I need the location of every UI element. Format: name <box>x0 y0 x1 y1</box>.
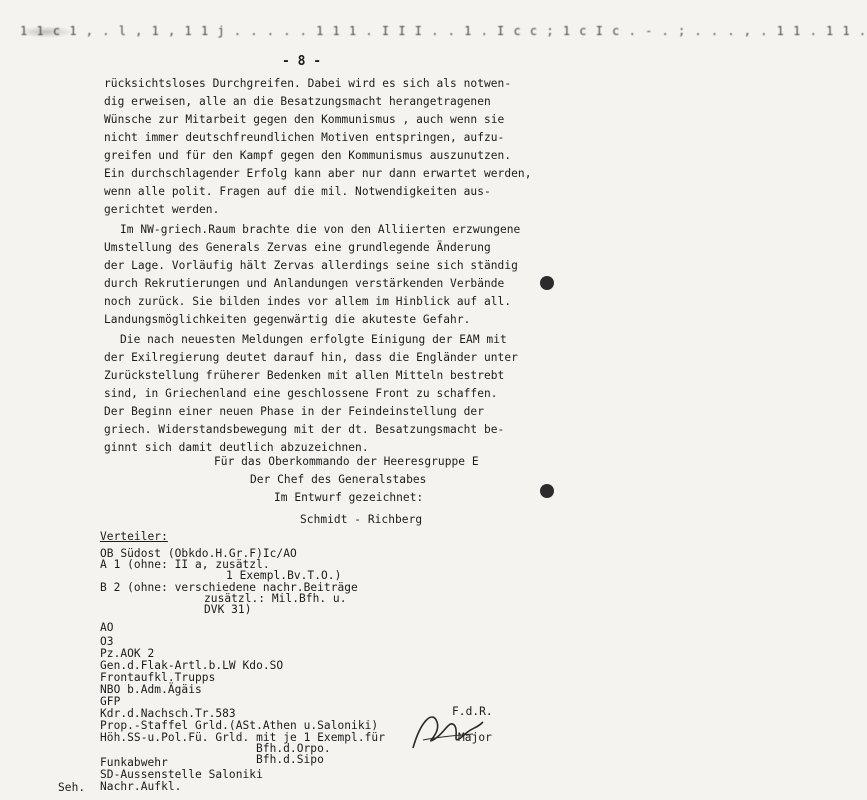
body-line: ginnt sich damit deutlich abzuzeichnen. <box>104 441 369 454</box>
body-line: gerichtet werden. <box>104 203 220 216</box>
body-line: Ein durchschlagender Erfolg kann aber nur dann erwartet werden, <box>104 167 532 180</box>
fdr-label: F.d.R. <box>452 705 493 718</box>
distribution-item: NBO b.Adm.Ägäis <box>100 683 202 696</box>
body-line: durch Rekrutierungen und Anlandungen verstärkenden Verbände <box>104 277 505 290</box>
footer-abbrev: Seh. <box>58 781 86 794</box>
closing-line: Der Chef des Generalstabes <box>250 473 427 486</box>
distribution-item: Frontaufkl.Trupps <box>100 671 216 684</box>
distribution-item: B 2 (ohne: verschiedene nachr.Beiträge <box>100 581 358 594</box>
body-line: greifen und für den Kampf gegen den Kommunismus auszunutzen. <box>104 149 512 162</box>
distribution-item: SD-Aussenstelle Saloniki <box>100 768 263 781</box>
body-line: nicht immer deutschfreundlichen Motiven entspringen, aufzu- <box>104 131 505 144</box>
punch-hole <box>540 484 554 498</box>
distribution-item: Nachr.Aufkl. <box>100 780 182 793</box>
document-header <box>0 14 867 48</box>
distribution-item: A 1 (ohne: II a, zusätzl. <box>100 558 270 571</box>
body-line: Umstellung des Generals Zervas eine grundlegende Änderung <box>104 241 491 254</box>
body-line: rücksichtsloses Durchgreifen. Dabei wird es sich als notwen- <box>104 77 512 90</box>
distribution-item: DVK 31) <box>204 603 252 616</box>
body-line: Im NW-griech.Raum brachte die von den Alliierten erzwungene <box>120 223 521 236</box>
signer-rank: Major <box>458 731 492 744</box>
distribution-item: Kdr.d.Nachsch.Tr.583 <box>100 707 236 720</box>
distribution-item: Funkabwehr <box>100 756 168 769</box>
distribution-item: 1 Exempl.Bv.T.O.) <box>226 569 342 582</box>
distribution-item: Pz.AOK 2 <box>100 647 155 660</box>
distribution-item: O3 <box>100 635 114 648</box>
body-line: der Lage. Vorläufig hält Zervas allerdings seine sich ständig <box>104 259 518 272</box>
body-line: sind, in Griechenland eine geschlossene Front zu schaffen. <box>104 387 498 400</box>
distribution-item: GFP <box>100 695 121 708</box>
handwritten-signature <box>403 700 493 760</box>
distribution-item: Bfh.d.Orpo. <box>256 742 331 755</box>
distribution-item: zusätzl.: Mil.Bfh. u. <box>204 592 347 605</box>
body-line: dig erweisen, alle an die Besatzungsmacht herangetragenen <box>104 95 491 108</box>
body-line: Zurückstellung früherer Bedenken mit allen Mitteln bestrebt <box>104 369 505 382</box>
distribution-item: Prop.-Staffel Grld.(ASt.Athen u.Saloniki) <box>100 719 379 732</box>
distribution-item: AO <box>100 621 114 634</box>
body-line: Der Beginn einer neuen Phase in der Feindeinstellung der <box>104 405 484 418</box>
distribution-item: OB Südost (Obkdo.H.Gr.F)Ic/AO <box>100 547 297 560</box>
page-number: - 8 - <box>282 54 322 69</box>
body-line: Landungsmöglichkeiten gegenwärtig die akuteste Gefahr. <box>104 313 471 326</box>
signer-name: Schmidt - Richberg <box>300 513 423 526</box>
distribution-item: Bfh.d.Sipo <box>256 753 324 766</box>
body-line: noch zurück. Sie bilden indes vor allem im Hinblick auf all. <box>104 295 512 308</box>
distribution-heading: Verteiler: <box>100 530 168 543</box>
body-line: wenn alle polit. Fragen auf die mil. Notwendigkeiten aus- <box>104 185 491 198</box>
punch-hole <box>540 276 554 290</box>
body-line: der Exilregierung deutet darauf hin, dass die Engländer unter <box>104 351 518 364</box>
header-text: 1 1 c 1 , . l , 1 , 1 1 j . . . . . 1 1 1 . I I I . . 1 . I c c ; 1 c I c . - . ; . . . , . 1 1 . 1 1 . <box>20 24 867 38</box>
body-line: griech. Widerstandsbewegung mit der dt. Besatzungsmacht be- <box>104 423 505 436</box>
distribution-item: Höh.SS-u.Pol.Fü. Grld. mit je 1 Exempl.für <box>100 731 385 744</box>
closing-line: Für das Oberkommando der Heeresgruppe E <box>214 455 479 468</box>
body-line: Wünsche zur Mitarbeit gegen den Kommunismus , auch wenn sie <box>104 113 505 126</box>
body-line: Die nach neuesten Meldungen erfolgte Einigung der EAM mit <box>120 333 507 346</box>
closing-line: Im Entwurf gezeichnet: <box>274 491 424 504</box>
distribution-item: Gen.d.Flak-Artl.b.LW Kdo.SO <box>100 659 284 672</box>
